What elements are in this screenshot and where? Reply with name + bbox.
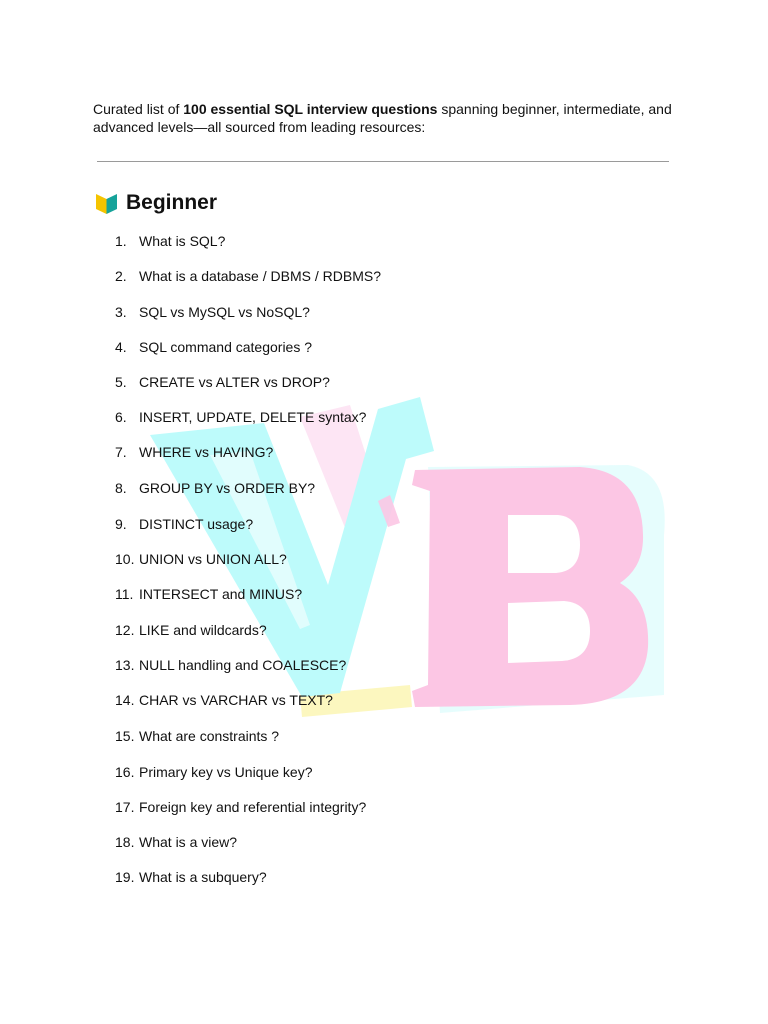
list-item	[0, 656, 600, 674]
list-item	[0, 868, 600, 886]
list-item	[0, 798, 600, 816]
item-number: 7.	[115, 444, 127, 460]
item-text: DISTINCT usage?	[139, 516, 254, 532]
item-number: 11.	[115, 586, 134, 602]
list-item	[0, 691, 600, 709]
item-text: SQL command categories ?	[139, 339, 313, 355]
item-text: INTERSECT and MINUS?	[139, 586, 303, 602]
item-number: 5.	[115, 374, 127, 390]
item-number: 2.	[115, 268, 127, 284]
list-item	[0, 585, 600, 603]
intro-bold-phrase: 100 essential SQL interview questions	[183, 101, 438, 117]
list-item	[0, 408, 600, 426]
item-text: UNION vs UNION ALL?	[139, 551, 287, 567]
item-number: 10.	[115, 551, 135, 567]
beginner-badge-icon	[95, 191, 118, 215]
item-text: GROUP BY vs ORDER BY?	[139, 480, 316, 496]
item-number: 15.	[115, 728, 135, 744]
item-text: INSERT, UPDATE, DELETE syntax?	[139, 409, 367, 425]
item-text: What is a subquery?	[139, 869, 267, 885]
item-number: 19.	[115, 869, 135, 885]
list-item	[0, 303, 600, 321]
item-text: CHAR vs VARCHAR vs TEXT?	[139, 692, 333, 708]
item-number: 16.	[115, 764, 135, 780]
item-number: 8.	[115, 480, 127, 496]
item-number: 3.	[115, 304, 127, 320]
intro-paragraph	[93, 100, 693, 136]
item-text: What is a view?	[139, 834, 238, 850]
item-number: 14.	[115, 692, 135, 708]
section-header-beginner	[95, 189, 217, 217]
intro-suffix: spanning beginner, intermediate, and advanced levels—all sourced from leading resources:	[93, 101, 672, 135]
item-number: 18.	[115, 834, 135, 850]
list-item	[0, 550, 600, 568]
item-text: WHERE vs HAVING?	[139, 444, 274, 460]
list-item	[0, 443, 600, 461]
item-number: 1.	[115, 233, 127, 249]
list-item	[0, 515, 600, 533]
item-number: 12.	[115, 622, 135, 638]
list-item	[0, 373, 600, 391]
item-text: LIKE and wildcards?	[139, 622, 267, 638]
list-item	[0, 338, 600, 356]
item-text: What is SQL?	[139, 233, 226, 249]
item-text: NULL handling and COALESCE?	[139, 657, 347, 673]
item-text: CREATE vs ALTER vs DROP?	[139, 374, 330, 390]
intro-prefix: Curated list of	[93, 101, 184, 117]
list-item	[0, 232, 600, 250]
item-number: 9.	[115, 516, 127, 532]
item-text: SQL vs MySQL vs NoSQL?	[139, 304, 310, 320]
item-text: Foreign key and referential integrity?	[139, 799, 367, 815]
list-item	[0, 267, 600, 285]
item-text: Primary key vs Unique key?	[139, 764, 313, 780]
list-item	[0, 621, 600, 639]
section-divider	[97, 161, 669, 162]
list-item	[0, 763, 600, 781]
list-item	[0, 479, 600, 497]
item-number: 6.	[115, 409, 127, 425]
section-title: Beginner	[126, 191, 218, 214]
item-text: What is a database / DBMS / RDBMS?	[139, 268, 381, 284]
list-item	[0, 833, 600, 851]
item-number: 13.	[115, 657, 135, 673]
item-number: 17.	[115, 799, 135, 815]
list-item	[0, 727, 600, 745]
item-number: 4.	[115, 339, 127, 355]
item-text: What are constraints ?	[139, 728, 280, 744]
